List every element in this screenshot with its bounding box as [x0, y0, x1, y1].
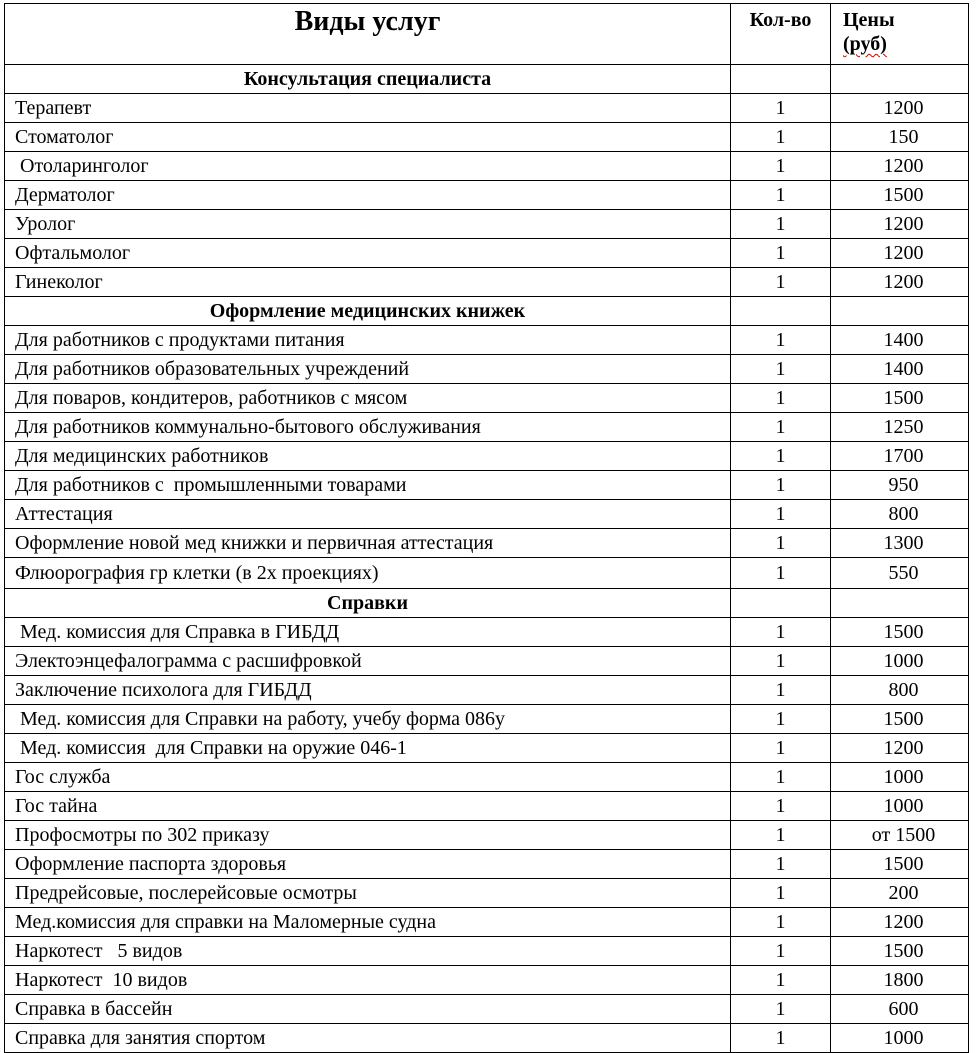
service-price: 1000 — [831, 1024, 969, 1053]
service-qty: 1 — [731, 413, 831, 442]
section-title: Оформление медицинских книжек — [5, 297, 731, 326]
service-qty: 1 — [731, 763, 831, 792]
service-name: Флюорография гр клетки (в 2х проекциях) — [5, 558, 731, 589]
service-qty: 1 — [731, 995, 831, 1024]
table-row — [5, 995, 969, 1024]
table-row — [5, 384, 969, 413]
service-name: Терапевт — [5, 94, 731, 123]
table-row — [5, 966, 969, 995]
service-price: 1500 — [831, 181, 969, 210]
service-name: Мед. комиссия для Справка в ГИБДД — [5, 618, 731, 647]
service-name: Гос служба — [5, 763, 731, 792]
service-qty: 1 — [731, 618, 831, 647]
table-row — [5, 734, 969, 763]
table-row — [5, 210, 969, 239]
service-price: 1200 — [831, 239, 969, 268]
service-qty: 1 — [731, 471, 831, 500]
service-name: Для работников с промышленными товарами — [5, 471, 731, 500]
service-qty: 1 — [731, 210, 831, 239]
table-row — [5, 676, 969, 705]
section-qty-empty — [731, 297, 831, 326]
service-qty: 1 — [731, 355, 831, 384]
table-row — [5, 792, 969, 821]
section-row — [5, 589, 969, 618]
service-price: 550 — [831, 558, 969, 589]
services-body — [5, 65, 969, 1053]
service-qty: 1 — [731, 734, 831, 763]
service-qty: 1 — [731, 239, 831, 268]
service-price: 150 — [831, 123, 969, 152]
service-name: Мед.комиссия для справки на Маломерные судна — [5, 908, 731, 937]
service-price: 1200 — [831, 210, 969, 239]
service-qty: 1 — [731, 558, 831, 589]
service-price: 1200 — [831, 152, 969, 181]
service-name: Для работников образовательных учреждений — [5, 355, 731, 384]
service-price: 1200 — [831, 734, 969, 763]
service-name: Мед. комиссия для Справки на работу, учебу форма 086у — [5, 705, 731, 734]
service-price: 1500 — [831, 937, 969, 966]
table-row — [5, 908, 969, 937]
table-row — [5, 558, 969, 589]
table-row — [5, 1024, 969, 1053]
service-qty: 1 — [731, 181, 831, 210]
table-row — [5, 268, 969, 297]
section-title: Консультация специалиста — [5, 65, 731, 94]
table-row — [5, 705, 969, 734]
service-name: Дерматолог — [5, 181, 731, 210]
table-row — [5, 500, 969, 529]
service-qty: 1 — [731, 937, 831, 966]
table-row — [5, 529, 969, 558]
service-price: 600 — [831, 995, 969, 1024]
service-qty: 1 — [731, 705, 831, 734]
section-qty-empty — [731, 589, 831, 618]
service-qty: 1 — [731, 676, 831, 705]
service-name: Уролог — [5, 210, 731, 239]
service-price: 200 — [831, 879, 969, 908]
service-name: Оформление паспорта здоровья — [5, 850, 731, 879]
table-row — [5, 821, 969, 850]
table-row — [5, 471, 969, 500]
services-table — [4, 3, 969, 1053]
service-name: Предрейсовые, послерейсовые осмотры — [5, 879, 731, 908]
table-row — [5, 152, 969, 181]
service-name: Стоматолог — [5, 123, 731, 152]
service-price: 1400 — [831, 355, 969, 384]
service-name: Отоларинголог — [5, 152, 731, 181]
price-header-line2: (руб) — [843, 33, 887, 55]
service-price: 1200 — [831, 908, 969, 937]
price-column-header — [831, 4, 969, 65]
service-price: 950 — [831, 471, 969, 500]
table-row — [5, 879, 969, 908]
service-name: Справка для занятия спортом — [5, 1024, 731, 1053]
service-price: 1500 — [831, 618, 969, 647]
service-qty: 1 — [731, 384, 831, 413]
table-row — [5, 326, 969, 355]
header-row — [5, 4, 969, 65]
table-row — [5, 850, 969, 879]
service-qty: 1 — [731, 529, 831, 558]
service-qty: 1 — [731, 792, 831, 821]
service-name: Офтальмолог — [5, 239, 731, 268]
service-price: 800 — [831, 500, 969, 529]
table-row — [5, 647, 969, 676]
service-name: Справка в бассейн — [5, 995, 731, 1024]
price-header-line1: Цены — [843, 9, 895, 31]
service-qty: 1 — [731, 442, 831, 471]
section-row — [5, 297, 969, 326]
service-price: 1300 — [831, 529, 969, 558]
service-qty: 1 — [731, 268, 831, 297]
service-qty: 1 — [731, 500, 831, 529]
services-column-header: Виды услуг — [5, 4, 731, 65]
service-name: Для поваров, кондитеров, работников с мясом — [5, 384, 731, 413]
table-row — [5, 763, 969, 792]
service-name: Электоэнцефалограмма с расшифровкой — [5, 647, 731, 676]
service-name: Для работников коммунально-бытового обслуживания — [5, 413, 731, 442]
table-row — [5, 123, 969, 152]
table-row — [5, 937, 969, 966]
table-row — [5, 94, 969, 123]
service-name: Профосмотры по 302 приказу — [5, 821, 731, 850]
service-name: Для медицинских работников — [5, 442, 731, 471]
service-price: 1200 — [831, 268, 969, 297]
service-price: 1000 — [831, 763, 969, 792]
service-name: Оформление новой мед книжки и первичная аттестация — [5, 529, 731, 558]
section-price-empty — [831, 65, 969, 94]
quantity-column-header: Кол-во — [731, 4, 831, 65]
service-qty: 1 — [731, 821, 831, 850]
table-row — [5, 239, 969, 268]
service-price: 1250 — [831, 413, 969, 442]
service-name: Мед. комиссия для Справки на оружие 046-1 — [5, 734, 731, 763]
service-price: от 1500 — [831, 821, 969, 850]
section-row — [5, 65, 969, 94]
table-row — [5, 413, 969, 442]
section-title: Справки — [5, 589, 731, 618]
service-price: 1700 — [831, 442, 969, 471]
service-price: 1200 — [831, 94, 969, 123]
service-name: Наркотест 5 видов — [5, 937, 731, 966]
service-name: Гинеколог — [5, 268, 731, 297]
table-row — [5, 181, 969, 210]
service-qty: 1 — [731, 966, 831, 995]
service-qty: 1 — [731, 879, 831, 908]
service-qty: 1 — [731, 94, 831, 123]
service-qty: 1 — [731, 152, 831, 181]
service-name: Заключение психолога для ГИБДД — [5, 676, 731, 705]
price-list — [4, 3, 969, 1053]
service-price: 1500 — [831, 384, 969, 413]
service-price: 1400 — [831, 326, 969, 355]
service-name: Аттестация — [5, 500, 731, 529]
service-price: 1000 — [831, 792, 969, 821]
service-price: 800 — [831, 676, 969, 705]
service-qty: 1 — [731, 850, 831, 879]
service-price: 1500 — [831, 705, 969, 734]
service-name: Наркотест 10 видов — [5, 966, 731, 995]
service-price: 1500 — [831, 850, 969, 879]
section-price-empty — [831, 589, 969, 618]
section-price-empty — [831, 297, 969, 326]
service-qty: 1 — [731, 1024, 831, 1053]
table-row — [5, 442, 969, 471]
service-qty: 1 — [731, 123, 831, 152]
service-qty: 1 — [731, 647, 831, 676]
service-name: Гос тайна — [5, 792, 731, 821]
service-price: 1000 — [831, 647, 969, 676]
service-name: Для работников с продуктами питания — [5, 326, 731, 355]
service-qty: 1 — [731, 326, 831, 355]
table-row — [5, 618, 969, 647]
service-price: 1800 — [831, 966, 969, 995]
service-qty: 1 — [731, 908, 831, 937]
table-row — [5, 355, 969, 384]
section-qty-empty — [731, 65, 831, 94]
